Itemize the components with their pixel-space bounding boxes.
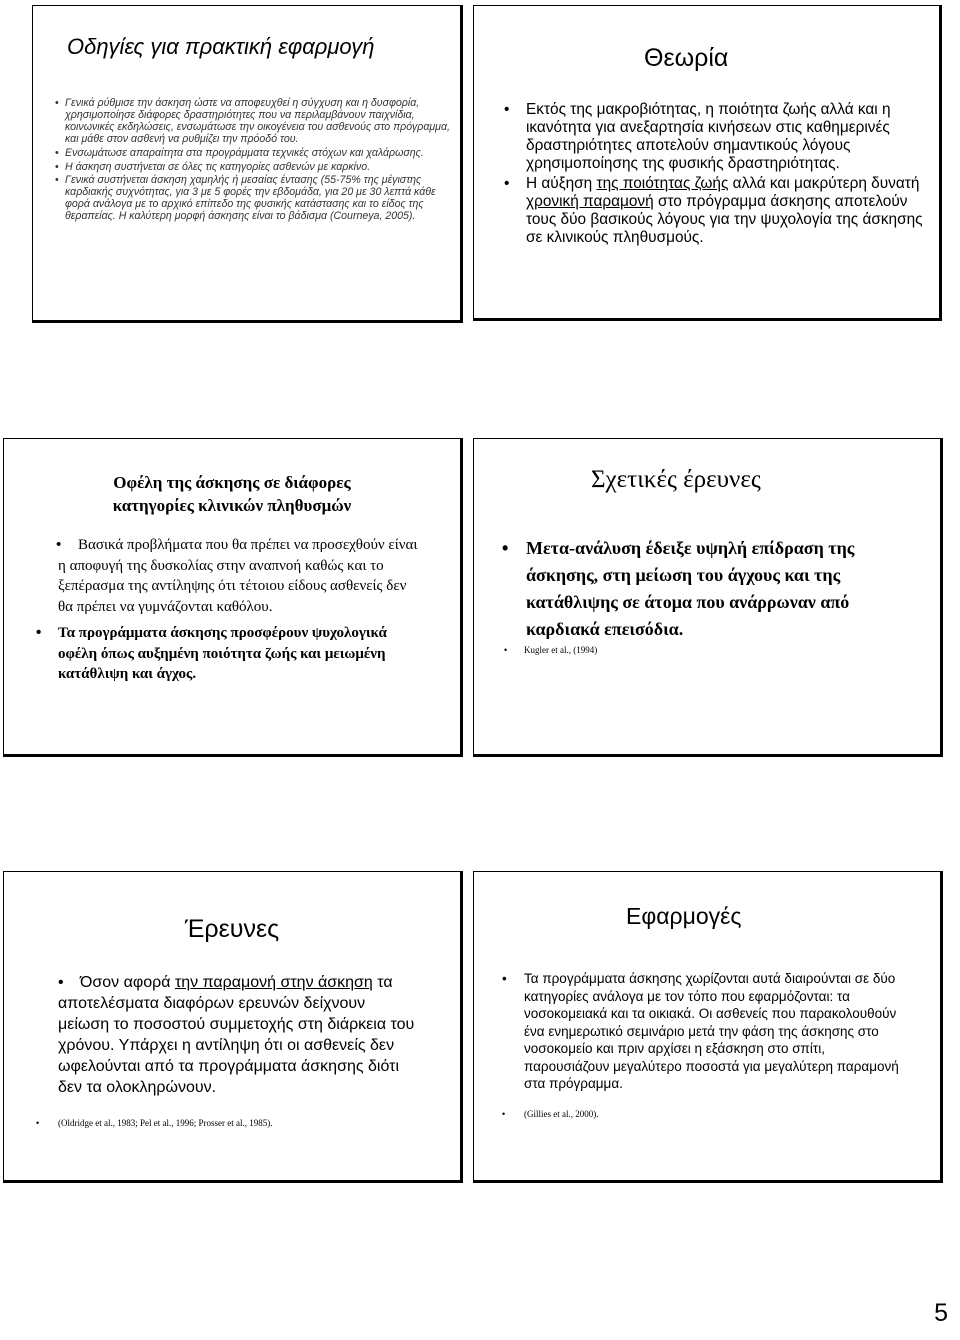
title-line: Οφέλη της άσκησης σε διάφορες [113,473,351,492]
bullet-item [504,175,924,247]
bullet-item: • Τα προγράμματα άσκησης χωρίζονται αυτά διαιρούνται σε δύο κατηγορίες ανάλογα με τον τόπο που εφαρμόζονται: τα νοσοκομειακά και τα οικιακά. Οι ασθενείς που παρακολουθούν ένα ενημερωτικό σεμινάριο μετά την φάση της άσκησης στο νοσοκομείο και πριν αρχίσει η εξάσκηση στο σπίτι, παρουσιάζουν μεγαλύτερο ποσοστά για μεγαλύτερη παραμονή στα πρόγραμμα. [502,970,902,1093]
underlined-text: της ποιότητας ζωής [596,175,729,192]
slide-applications [473,871,943,1183]
slide-exercise-benefits [3,438,463,757]
bullet-list [504,101,924,247]
slide-title [4,471,460,517]
slide-theory [473,5,942,321]
bullet-item: • Βασικά προβλήματα που θα πρέπει να προσεχθούν είναι η αποφυγή της δυσκολίας στην αναπνοή καθώς και το ξεπέρασμα της αντίληψης ότι τέτοιου είδους ασθενείς δεν θα πρέπει να γυμνάζονται καθόλου. [36,535,421,617]
text-fragment: Η αύξηση [526,175,597,192]
bullet-item: • Μετα-ανάλυση έδειξε υψηλή επίδραση της άσκησης, στη μείωση του άγχους και της κατάθλιψης σε άτομα που ανάρρωναν από καρδιακά επεισόδια. [502,535,902,643]
text-fragment: στο πρόγραμμα άσκησης αποτελούν τους δύο βασικούς λόγους για την ψυχολογία της άσκησης σε κλινικούς πληθυσμούς. [526,193,923,246]
title-line: κατηγορίες κλινικών πληθυσμών [112,496,352,515]
underlined-text: χρονική παραμονή [526,193,654,210]
bullet-item: • Εκτός της μακροβιότητας, η ποιότητα ζωής αλλά και η ικανότητα για ανεξαρτησία κινήσεων στις καθημερινές δραστηριότητες αποτελούν σημαντικούς λόγους χρησιμοποίησης της φυσικής δραστηριότητας. [504,101,924,173]
bullet-item [36,972,416,1098]
bullet-item: • Γενικά ρύθμισε την άσκηση ώστε να αποφευχθεί η σύγχυση και η δυσφορία, χρησιμοποίησε διάφορες δραστηριότητες που να περιλαμβάνουν παιχνίδια, κοινωνικές εκδηλώσεις, ενσωμάτωσε την οικογένεια του ασθενούς στο πρόγραμμα, και μάθε στον ασθενή να ρυθμίζει την πρόοδό του. [55,98,450,146]
bullet-list [55,98,450,225]
slide-title: Θεωρία [644,44,729,72]
text-fragment: τα αποτελέσματα διαφόρων ερευνών δείχνουν μείωση το ποσοστού συμμετοχής στη διάρκεια του χρόνου. Υπάρχει η αντίληψη ότι οι ασθενείς δεν ωφελούνται από τα προγράμματα άσκησης διότι δεν τα ολοκληρώνουν. [58,974,415,1096]
underlined-text: την παραμονή στην άσκηση [174,974,373,991]
bullet-list [502,970,902,1121]
slide-title: Οδηγίες για πρακτική εφαρμογή [67,34,375,59]
citation: • (Oldridge et al., 1983; Pel et al., 1996; Prosser et al., 1985). [36,1116,416,1130]
bullet-list [502,535,902,657]
text-fragment: αλλά και μακρύτερη δυνατή [728,175,920,192]
bullet-list [36,535,421,685]
slide-research [3,871,463,1183]
slide-title: Εφαρμογές [626,903,742,929]
bullet-list [36,972,416,1130]
slide-title: Έρευνες [184,915,280,943]
slide-related-research [473,438,943,757]
bullet-item: • Ενσωμάτωσε απαραίτητα στα προγράμματα τεχνικές στόχων και χαλάρωσης. [55,148,450,160]
text-fragment: Όσον αφορά [80,974,175,991]
slide-practical-guidelines [32,5,463,323]
slide-title: Σχετικές έρευνες [591,466,761,493]
bullet-item: • Η άσκηση συστήνεται σε όλες τις κατηγορίες ασθενών με καρκίνο. [55,162,450,174]
citation: • Kugler et al., (1994) [502,643,902,657]
citation: • (Gillies et al., 2000). [502,1107,902,1121]
page-number: 5 [934,1299,948,1327]
bullet-item: • Τα προγράμματα άσκησης προσφέρουν ψυχολογικά οφέλη όπως αυξημένη ποιότητα ζωής και μειωμένη κατάθλιψη και άγχος. [36,623,421,685]
bullet-item: • Γενικά συστήνεται άσκηση χαμηλής ή μεσαίας έντασης (55-75% της μέγιστης καρδιακής συχνότητας, για 3 με 5 φορές την εβδομάδα, για 20 με 30 λεπτά κάθε φορά ανάλογα με το αρχικό επίπεδο της φυσικής κατάστασης και το είδος της θεραπείας. Η καλύτερη μορφή άσκησης είναι το βάδισμα (Courneya, 2005). [55,175,450,223]
